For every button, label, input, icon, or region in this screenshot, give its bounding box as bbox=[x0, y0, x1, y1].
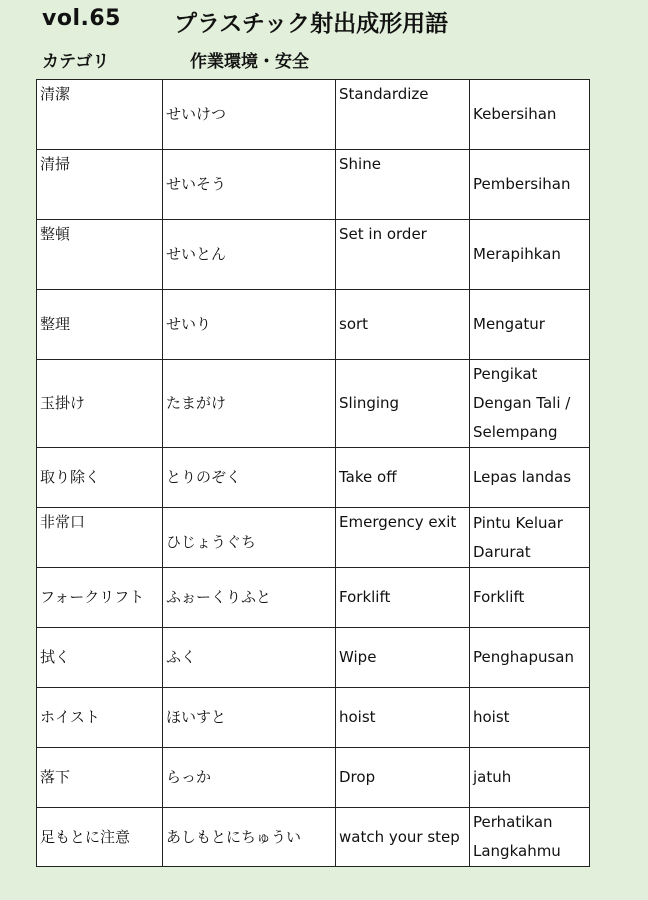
table-row bbox=[37, 360, 590, 448]
term-indonesian: Mengatur bbox=[470, 290, 590, 360]
term-reading: せいそう bbox=[163, 150, 336, 220]
table-row bbox=[37, 448, 590, 508]
term-indonesian: Pintu Keluar Darurat bbox=[470, 508, 590, 568]
term-indonesian: Pengikat Dengan Tali / Selempang bbox=[470, 360, 590, 448]
term-reading: たまがけ bbox=[163, 360, 336, 448]
term-english: Emergency exit bbox=[336, 508, 470, 568]
term-japanese: ホイスト bbox=[37, 688, 163, 748]
table-row bbox=[37, 150, 590, 220]
term-japanese: 非常口 bbox=[37, 508, 163, 568]
term-reading: ふぉーくりふと bbox=[163, 568, 336, 628]
term-english: sort bbox=[336, 290, 470, 360]
term-indonesian: Kebersihan bbox=[470, 80, 590, 150]
term-reading: らっか bbox=[163, 748, 336, 808]
term-english: Slinging bbox=[336, 360, 470, 448]
term-japanese: フォークリフト bbox=[37, 568, 163, 628]
volume-number: vol.65 bbox=[42, 6, 121, 31]
term-english: Shine bbox=[336, 150, 470, 220]
table-row bbox=[37, 220, 590, 290]
term-reading: せいり bbox=[163, 290, 336, 360]
table-row bbox=[37, 628, 590, 688]
terms-table bbox=[36, 79, 590, 867]
table-row bbox=[37, 508, 590, 568]
term-indonesian: hoist bbox=[470, 688, 590, 748]
table-row bbox=[37, 290, 590, 360]
term-reading: とりのぞく bbox=[163, 448, 336, 508]
term-japanese: 整理 bbox=[37, 290, 163, 360]
term-japanese: 玉掛け bbox=[37, 360, 163, 448]
term-japanese: 清掃 bbox=[37, 150, 163, 220]
table-row bbox=[37, 568, 590, 628]
term-english: Wipe bbox=[336, 628, 470, 688]
term-indonesian: Forklift bbox=[470, 568, 590, 628]
term-english: Forklift bbox=[336, 568, 470, 628]
term-english: Set in order bbox=[336, 220, 470, 290]
table-row bbox=[37, 748, 590, 808]
term-reading: ふく bbox=[163, 628, 336, 688]
term-english: Take off bbox=[336, 448, 470, 508]
term-indonesian: Penghapusan bbox=[470, 628, 590, 688]
term-reading: ほいすと bbox=[163, 688, 336, 748]
term-english: Drop bbox=[336, 748, 470, 808]
term-reading: せいとん bbox=[163, 220, 336, 290]
table-row bbox=[37, 808, 590, 867]
term-indonesian: Lepas landas bbox=[470, 448, 590, 508]
term-indonesian: Pembersihan bbox=[470, 150, 590, 220]
category-value: 作業環境・安全 bbox=[190, 52, 309, 72]
category-label: カテゴリ bbox=[42, 52, 110, 72]
term-english: watch your step bbox=[336, 808, 470, 867]
page-title: プラスチック射出成形用語 bbox=[174, 11, 449, 37]
term-japanese: 足もとに注意 bbox=[37, 808, 163, 867]
term-reading: あしもとにちゅうい bbox=[163, 808, 336, 867]
term-indonesian: Perhatikan Langkahmu bbox=[470, 808, 590, 867]
term-reading: せいけつ bbox=[163, 80, 336, 150]
table-row bbox=[37, 688, 590, 748]
term-english: hoist bbox=[336, 688, 470, 748]
term-japanese: 落下 bbox=[37, 748, 163, 808]
term-japanese: 整頓 bbox=[37, 220, 163, 290]
term-indonesian: Merapihkan bbox=[470, 220, 590, 290]
table-row bbox=[37, 80, 590, 150]
term-japanese: 拭く bbox=[37, 628, 163, 688]
term-english: Standardize bbox=[336, 80, 470, 150]
term-indonesian: jatuh bbox=[470, 748, 590, 808]
term-reading: ひじょうぐち bbox=[163, 508, 336, 568]
term-japanese: 取り除く bbox=[37, 448, 163, 508]
term-japanese: 清潔 bbox=[37, 80, 163, 150]
